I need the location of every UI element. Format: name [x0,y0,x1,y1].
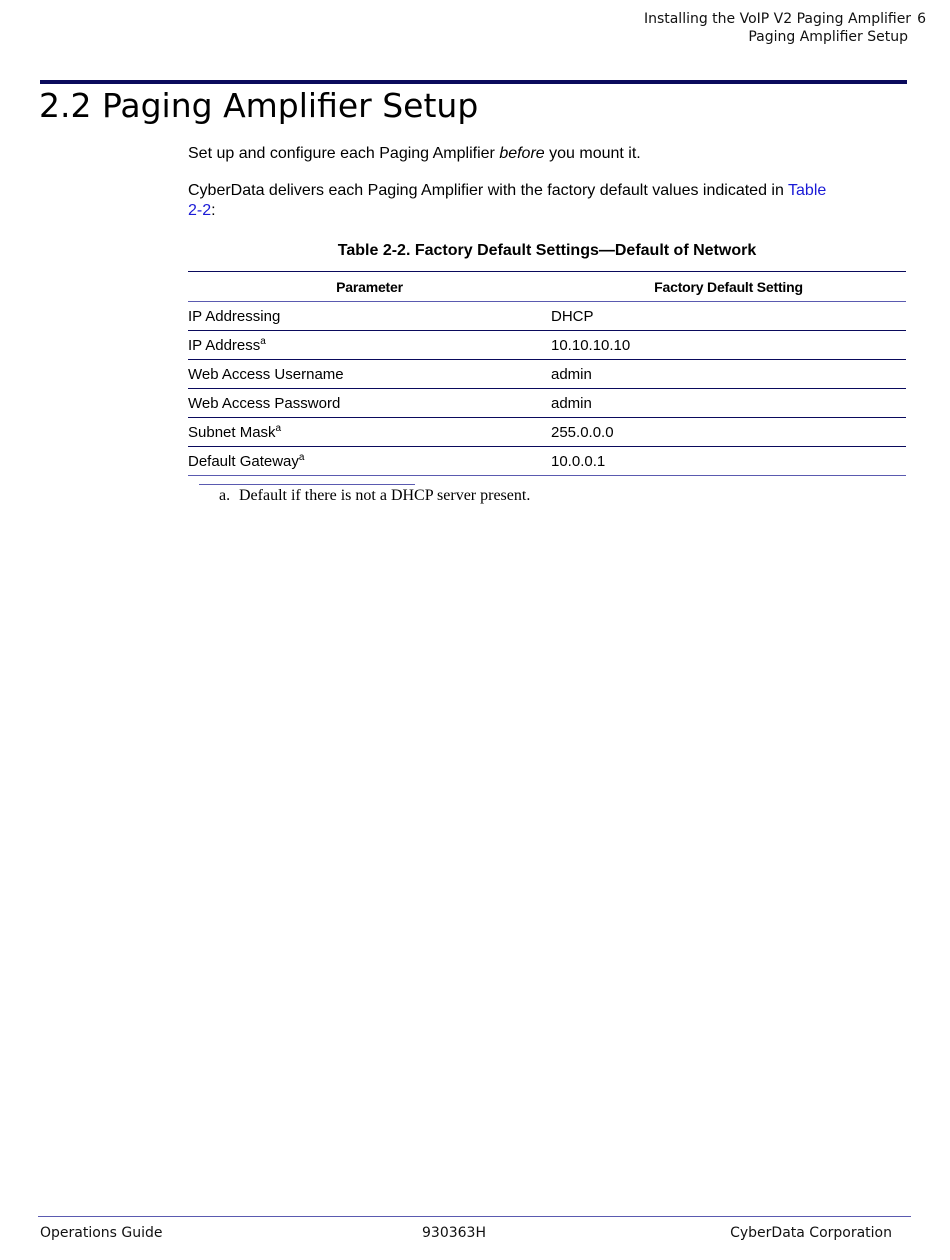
running-header-line-1 [644,10,926,28]
section-title: 2.2 Paging Amplifier Setup [39,86,479,125]
footnote-marker: a. [219,487,231,504]
running-header-section: Paging Amplifier Setup [748,29,908,45]
parameter-cell [188,418,551,447]
footnote-ref: a [275,422,282,434]
parameter-cell [188,302,551,331]
table-cross-reference-link[interactable]: Table 2-2 [188,182,827,219]
paragraph-setup [188,144,828,164]
parameter-cell [188,331,551,360]
footer-document-title: Operations Guide [40,1225,163,1241]
header-factory-default-setting: Factory Default Setting [551,272,906,302]
section-rule [40,80,907,84]
parameter-cell [188,447,551,476]
value-cell: 255.0.0.0 [551,418,906,447]
paragraph-setup-end: you mount it. [544,145,641,162]
paragraph-setup-start: Set up and configure each Paging Amplifier [188,145,500,162]
value-cell: admin [551,360,906,389]
table-row [188,389,906,418]
footnote-ref: a [298,451,305,463]
footer-rule [38,1216,911,1217]
parameter-name: Default Gateway [188,452,299,470]
paragraph-defaults [188,181,828,221]
table-footnote [219,486,530,506]
paragraph-defaults-trail: : [211,202,216,219]
parameter-name: IP Address [188,336,261,354]
table-row [188,447,906,476]
table-row [188,331,906,360]
paragraph-defaults-text: CyberData delivers each Paging Amplifier with the factory default values indicated in [188,182,789,199]
value-cell: 10.10.10.10 [551,331,906,360]
footnote-rule [199,484,415,485]
parameter-name: Subnet Mask [188,423,276,441]
value-cell: 10.0.0.1 [551,447,906,476]
footer-company: CyberData Corporation [730,1225,892,1241]
table-header-row [188,272,906,302]
page-number: 6 [917,11,926,27]
footer-document-number: 930363H [422,1225,486,1241]
parameter-name: Web Access Username [188,365,344,383]
table-row [188,360,906,389]
table-row [188,418,906,447]
header-parameter: Parameter [188,272,551,302]
chapter-title: Installing the VoIP V2 Paging Amplifier [643,11,912,27]
value-cell: admin [551,389,906,418]
paragraph-setup-emphasis: before [499,145,545,162]
table-caption: Table 2-2. Factory Default Settings—Default of Network [337,242,757,259]
parameter-name: IP Addressing [188,307,281,325]
table-row [188,302,906,331]
parameter-name: Web Access Password [188,394,341,412]
footnote-ref: a [260,335,266,347]
factory-default-settings-table [188,271,906,476]
footnote-text: Default if there is not a DHCP server present. [239,487,531,504]
parameter-cell [188,389,551,418]
running-header [644,10,926,46]
value-cell: DHCP [551,302,906,331]
parameter-cell [188,360,551,389]
